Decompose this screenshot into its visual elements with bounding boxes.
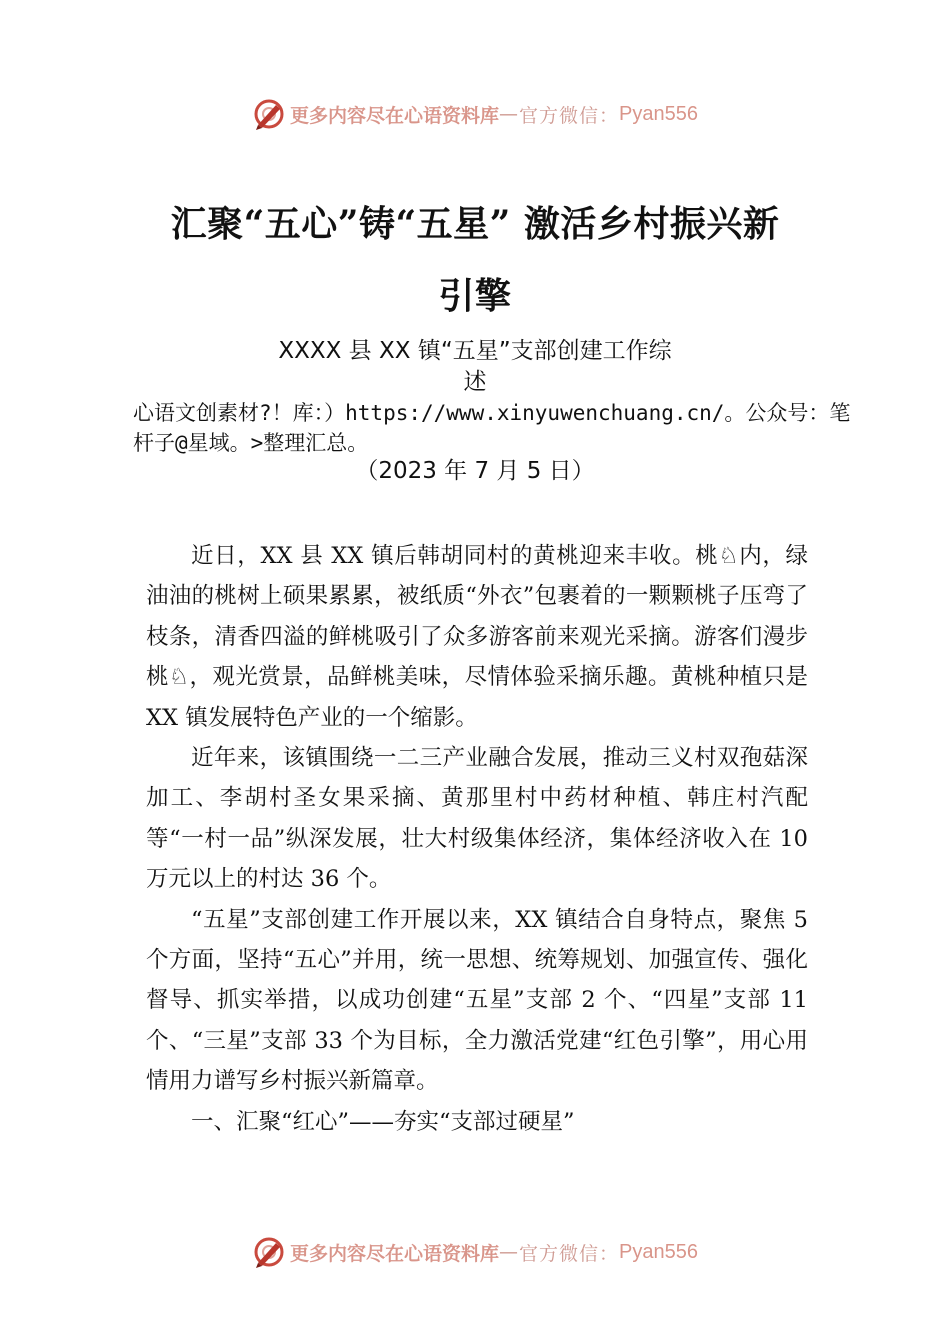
watermark-dash: — bbox=[499, 1241, 520, 1263]
watermark-wechat-id: Pyan556 bbox=[619, 102, 698, 125]
watermark-wechat-id: Pyan556 bbox=[619, 1240, 698, 1263]
watermark-label: 官方微信： bbox=[519, 104, 620, 127]
subtitle-line-2: 述 bbox=[463, 369, 487, 395]
source-note: 心语文创素材?！库：）https://www.xinyuwenchuang.cn/。公众号：笔杆子@星域。>整理汇总。 bbox=[133, 401, 851, 455]
pen-logo-icon bbox=[252, 1235, 286, 1269]
document-subtitle bbox=[200, 336, 750, 398]
title-line-1: 汇聚“五心”铸“五星” 激活乡村振兴新 bbox=[170, 203, 780, 245]
title-line-2: 引擎 bbox=[438, 275, 512, 317]
document-title bbox=[100, 188, 850, 332]
section-heading-1: 一、汇聚“红心”——夯实“支部过硬星” bbox=[191, 1108, 575, 1135]
watermark-header bbox=[0, 94, 950, 134]
watermark-dash: — bbox=[499, 103, 520, 125]
watermark-main-text: 更多内容尽在心语资料库 bbox=[290, 104, 500, 127]
paragraph-3: “五星”支部创建工作开展以来，XX 镇结合自身特点，聚焦 5 个方面，坚持“五心”并用，统一思想、统筹规划、加强宣传、强化督导、抓实举措，以成功创建“五星”支部 2 个、“四星”支部 11 个、“三星”支部 33 个为目标，全力激活党建“红色引擎”，用心用情用力谱写乡村振兴新篇章。 bbox=[146, 906, 808, 1095]
paragraph-1: 近日，XX 县 XX 镇后韩胡同村的黄桃迎来丰收。桃♘内，绿油油的桃树上硕果累累，被纸质“外衣”包裹着的一颗颗桃子压弯了枝条，清香四溢的鲜桃吸引了众多游客前来观光采摘。游客们漫步桃♘，观光赏景，品鲜桃美味，尽情体验采摘乐趣。黄桃种植只是 XX 镇发展特色产业的一个缩影。 bbox=[146, 543, 808, 731]
watermark-footer bbox=[0, 1232, 950, 1272]
subtitle-line-1: XXXX 县 XX 镇“五星”支部创建工作综 bbox=[278, 338, 672, 364]
document-date: （2023 年 7 月 5 日） bbox=[355, 458, 595, 484]
document-body bbox=[146, 536, 808, 1142]
watermark-label: 官方微信： bbox=[519, 1242, 620, 1265]
watermark-main-text: 更多内容尽在心语资料库 bbox=[290, 1242, 500, 1265]
pen-logo-icon bbox=[252, 97, 286, 131]
paragraph-2: 近年来，该镇围绕一二三产业融合发展，推动三义村双孢菇深加工、李胡村圣女果采摘、黄那里村中药材种植、韩庄村汽配等“一村一品”纵深发展，壮大村级集体经济，集体经济收入在 10 万元以上的村达 36 个。 bbox=[146, 745, 808, 893]
